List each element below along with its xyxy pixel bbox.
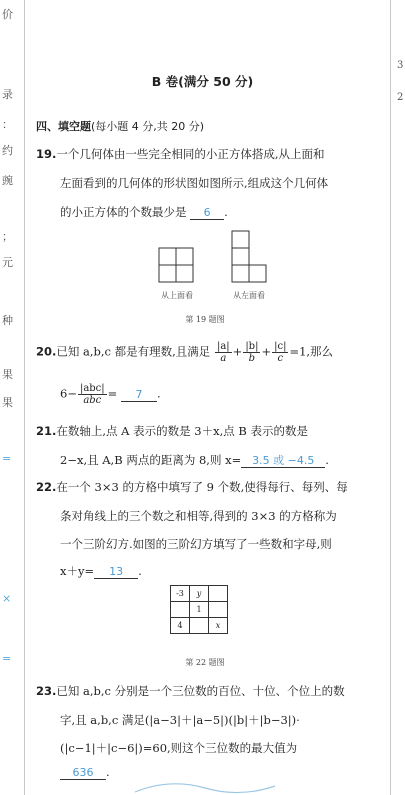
question-23-line-2: 字,且 a,b,c 满足(|a−3|＋|a−5|)(|b|＋|b−3|)· [60,713,300,727]
edge-fragment: 种 [2,314,13,327]
question-text: x＋y= [60,564,95,578]
question-text: . [224,205,228,219]
question-number: 21. [36,424,57,438]
left-page-edge [0,0,26,795]
question-text: 的小正方体的个数最少是 [60,205,187,219]
question-23-line-4 [60,765,110,780]
edge-fragment: = [2,652,12,665]
question-text: 2−x,且 A,B 两点的距离为 8,则 x= [60,453,242,467]
fraction-denominator: b [248,353,256,364]
edge-fragment: 录 [2,88,13,101]
question-22-line-2: 条对角线上的三个数之和相等,得到的 3×3 的方格称为 [60,509,337,523]
edge-fragment: = [2,452,12,465]
section-note: (每小题 4 分,共 20 分) [91,120,205,133]
question-number: 20. [36,344,57,359]
edge-fragment: 价 [2,8,13,21]
magic-square-cell: 4 [171,618,190,634]
question-20-line-2 [60,383,161,406]
question-text: . [156,386,161,401]
edge-fragment: ； [2,230,13,243]
figure-19-caption: 第 19 题图 [185,315,225,324]
fraction-numerator: |b| [245,341,259,352]
fraction-numerator: |c| [274,341,287,352]
magic-square-row [171,586,228,602]
edge-fragment: 果 [2,368,13,381]
fraction-numerator: |abc| [79,383,105,394]
edge-fragment: × [2,592,12,605]
magic-square-cell: -3 [171,586,190,602]
left-view-caption: 从左面看 [233,291,265,300]
question-19-line-1 [36,146,325,162]
question-20-line-1 [36,341,333,364]
answer-blank: 6 [190,206,224,220]
magic-square-cell: x [209,618,228,634]
magic-square-cell: 1 [190,602,209,618]
right-edge-fragment: 2 [397,92,404,103]
left-margin-line [24,0,25,795]
question-23-line-3: (|c−1|＋|c−6|)=60,则这个三位数的最大值为 [60,741,298,755]
question-23-line-1 [36,683,345,699]
magic-square-cell: y [190,586,209,602]
top-view-figure [159,248,193,282]
magic-square-cell [209,602,228,618]
question-text: . [106,765,110,779]
left-view-figure [232,231,266,282]
question-text: 一个几何体由一些完全相同的小正方体搭成,从上面和 [56,147,325,161]
figure-22-caption: 第 22 题图 [185,658,225,667]
view-figures [155,230,275,292]
magic-square-row [171,618,228,634]
question-text: 已知 a,b,c 都是有理数,且满足 [56,344,211,359]
question-19-line-2: 左面看到的几何体的形状图如图所示,组成这个几何体 [60,176,329,190]
section-heading [36,118,204,134]
fraction-c [272,341,288,364]
plus-sign: + [232,344,243,359]
fraction-denominator: abc [83,395,102,406]
edge-fragment: 豌 [2,174,13,187]
answer-blank: 7 [121,388,157,402]
question-19-line-3 [60,204,228,220]
question-text: 6− [60,386,77,401]
magic-square-cell [171,602,190,618]
edge-fragment: 约 [2,144,13,157]
decorative-wave [130,780,280,795]
edge-fragment: 元 [2,256,13,269]
question-number: 23. [36,684,57,698]
fraction-a [215,341,232,364]
answer-blank: 636 [60,766,106,780]
right-margin-line [390,0,391,795]
plus-sign: + [261,344,272,359]
fraction-denominator: c [277,353,284,364]
edge-fragment: ： [2,118,13,131]
magic-square-cell [209,586,228,602]
edge-fragment: 果 [2,396,13,409]
question-number: 19. [36,147,57,161]
question-text: . [138,564,142,578]
fraction-numerator: |a| [216,341,230,352]
right-edge-fragment: 3 [397,60,404,71]
magic-square-cell [190,618,209,634]
question-22-line-4 [60,563,142,579]
question-text: 在数轴上,点 A 表示的数是 3＋x,点 B 表示的数是 [56,424,309,438]
top-view-caption: 从上面看 [161,291,193,300]
section-label: 四、填空题 [36,120,91,133]
question-22-line-1 [36,479,348,495]
equals-sign: = [107,386,118,401]
question-21-line-1 [36,423,308,439]
answer-blank: 3.5 或 −4.5 [241,454,325,468]
question-text: 已知 a,b,c 分别是一个三位数的百位、十位、个位上的数 [56,684,345,698]
section-title: B 卷(满分 50 分) [151,74,254,89]
question-21-line-2 [60,452,329,468]
magic-square [170,585,228,634]
question-text: 在一个 3×3 的方格中填写了 9 个数,使得每行、每列、每 [56,480,348,494]
fraction-b [243,341,260,364]
question-text: . [325,453,329,467]
answer-blank: 13 [94,565,138,579]
question-number: 22. [36,480,57,494]
question-text: =1,那么 [289,344,334,359]
magic-square-row [171,602,228,618]
question-22-line-3: 一个三阶幻方.如图的三阶幻方填写了一些数和字母,则 [60,537,332,551]
fraction-denominator: a [220,353,227,364]
fraction-abc [78,383,107,406]
